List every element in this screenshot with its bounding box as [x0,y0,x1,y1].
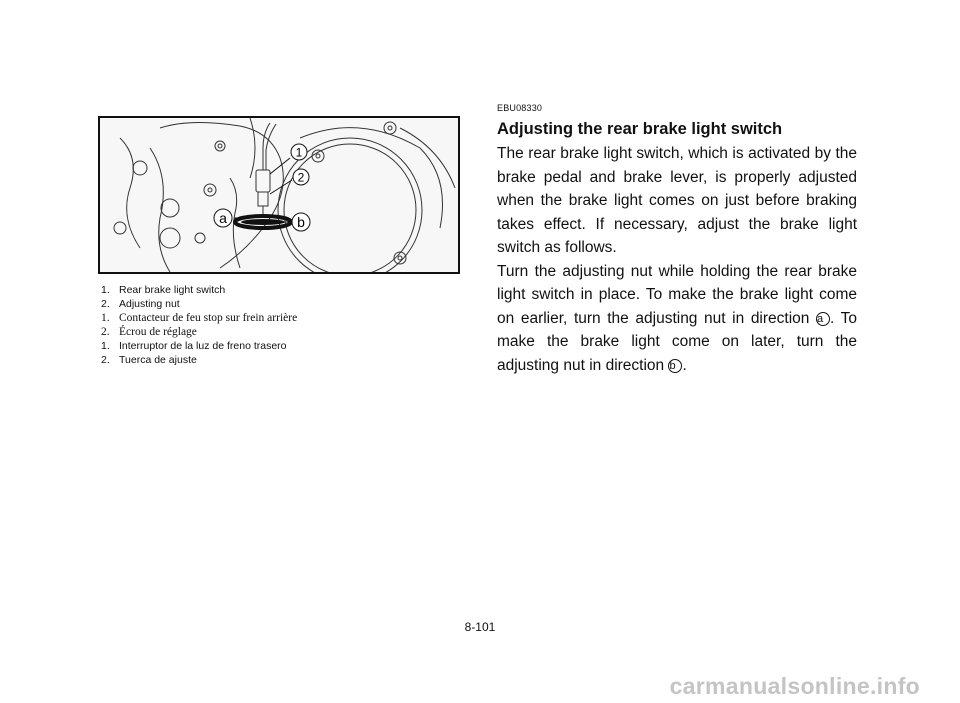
paragraph-1: The rear brake light switch, which is activated by the brake pedal and brake lever, is properly adjusted when the brake light comes on just before braking takes effect. If necessary, adjust the brake light switch as follows. [497,145,857,256]
svg-text:b: b [297,214,305,230]
caption-es-1: 1. Interruptor de la luz de freno trasero [101,340,287,352]
engine-line-drawing [100,118,458,272]
callout-a [214,209,232,227]
figure-captions [101,283,461,367]
caption-fr-1: 1. Contacteur de feu stop sur frein arrière [101,312,298,324]
caption-fr-2: 2. Écrou de réglage [101,326,197,338]
callout-2 [293,169,309,185]
svg-text:a: a [219,210,227,226]
paragraph-2: Turn the adjusting nut while holding the rear brake light switch in place. To make the brake light come on earlier, turn the adjusting nut in direction a . To make the brake light come on later, turn the adjusting nut in direction b . [497,262,857,374]
caption-es-2: 2. Tuerca de ajuste [101,354,197,366]
callout-b [292,213,310,231]
page-number: 8-101 [464,620,496,634]
watermark: carmanualsonline.info [669,673,920,699]
brake-switch-illustration [98,116,460,274]
caption-en-1: 1. Rear brake light switch [101,284,226,296]
section-body [497,142,857,377]
direction-a-marker: a [816,312,830,326]
svg-text:1: 1 [295,145,303,160]
svg-text:2: 2 [297,170,305,185]
caption-en-2: 2. Adjusting nut [101,298,180,310]
section-code: EBU08330 [497,103,543,113]
section-heading: Adjusting the rear brake light switch [497,120,783,138]
direction-b-marker: b [668,359,682,373]
callout-1 [291,144,307,160]
